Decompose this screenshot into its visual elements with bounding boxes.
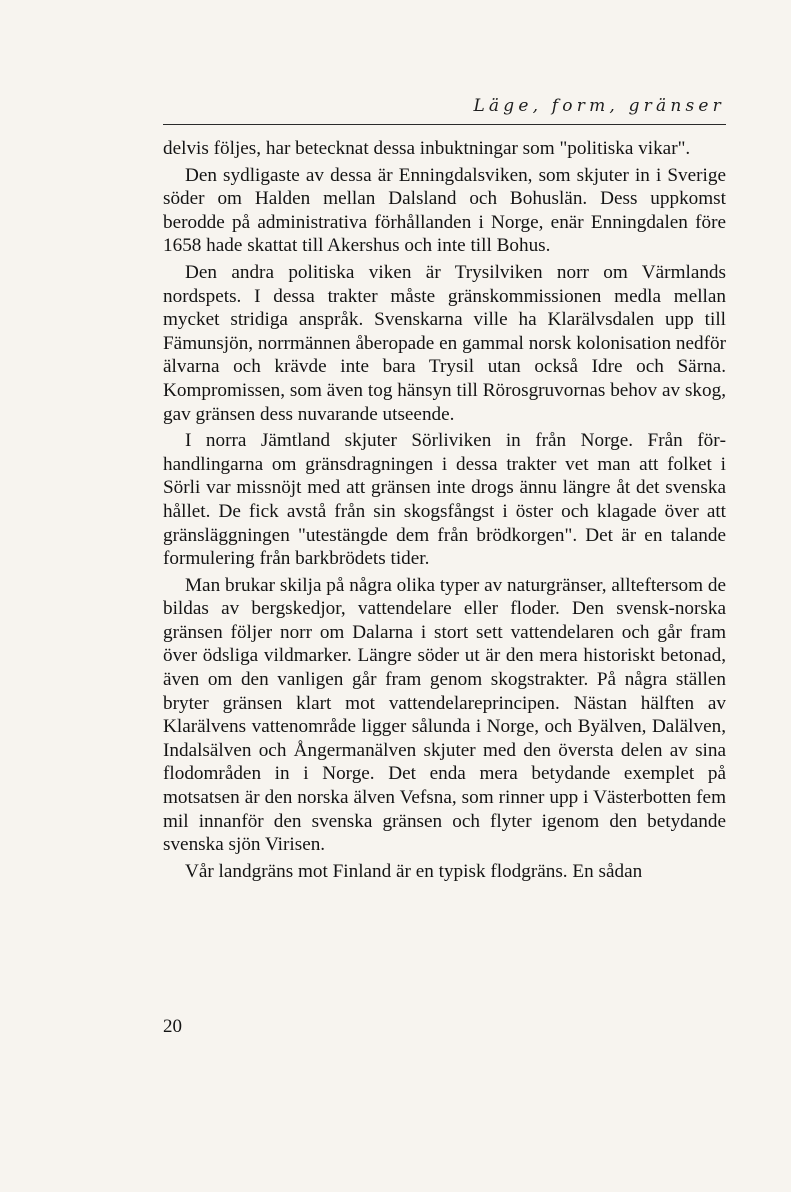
- page-number: 20: [163, 1016, 182, 1037]
- header-rule: [163, 124, 726, 125]
- paragraph: Den sydligaste av dessa är Enningdalsviken, som skjuter in i Sverige söder om Halden mellan Dalsland och Bohuslän. Dess uppkomst berodde på administrativa förhållanden i Norge, enär Enningdalen före 1658 hade skattat till Akershus och inte till Bohus.: [163, 164, 726, 257]
- paragraph: Den andra politiska viken är Trysilviken norr om Värmlands nordspets. I dessa trakter måste gränskommissionen medla mellan mycket stridiga anspråk. Svenskarna ville ha Klarälvsdalen upp till Fämunsjön, norrmännen åberopade en gammal norsk kolonisation nedför älvarna och krävde inte bara Trysil utan också Idre och Särna. Kompromissen, som även tog hänsyn till Rörosgruvornas behov av skog, gav gränsen dess nuvarande utseende.: [163, 261, 726, 425]
- paragraph: delvis följes, har betecknat dessa inbuktningar som "politiska vikar".: [163, 138, 691, 159]
- running-head: Läge, form, gränser: [473, 96, 725, 116]
- paragraph: I norra Jämtland skjuter Sörliviken in från Norge. Från förhandlingarna om gränsdragningen i dessa trakter vet man att folket i Sörli var missnöjt med att gränsen inte drogs ännu längre åt det svenska hållet. De fick avstå från sin skogsfångst i öster och klagade över att gränsläggningen "utestängde dem från brödkorgen". Det är en talande formulering från barkbrödets tider.: [163, 430, 726, 570]
- paragraph: Vår landgräns mot Finland är en typisk flodgräns. En sådan: [185, 860, 643, 882]
- body-text: [163, 137, 726, 886]
- paragraph: Man brukar skilja på några olika typer av naturgränser, allteftersom de bildas av bergskedjor, vattendelare eller floder. Den svensk-norska gränsen följer norr om Dalarna i stort sett vattendelaren och går fram över ödsliga vildmarker. Längre söder ut är den mera historiskt betonad, även om den vanligen går fram genom skogstrakter. På några ställen bryter gränsen klart mot vattendelareprincipen. Nästan hälften av Klarälvens vattenområde ligger sålunda i Norge, och Byälven, Dalälven, Indalsälven och Ångermanälven skjuter med den översta delen av sina flodområden in i Norge. Det enda mera betydande exemplet på motsatsen är den norska älven Vefsna, som rinner upp i Västerbotten fem mil innanför den svenska gränsen och flyter igenom den betydande svenska sjön Virisen.: [163, 574, 726, 856]
